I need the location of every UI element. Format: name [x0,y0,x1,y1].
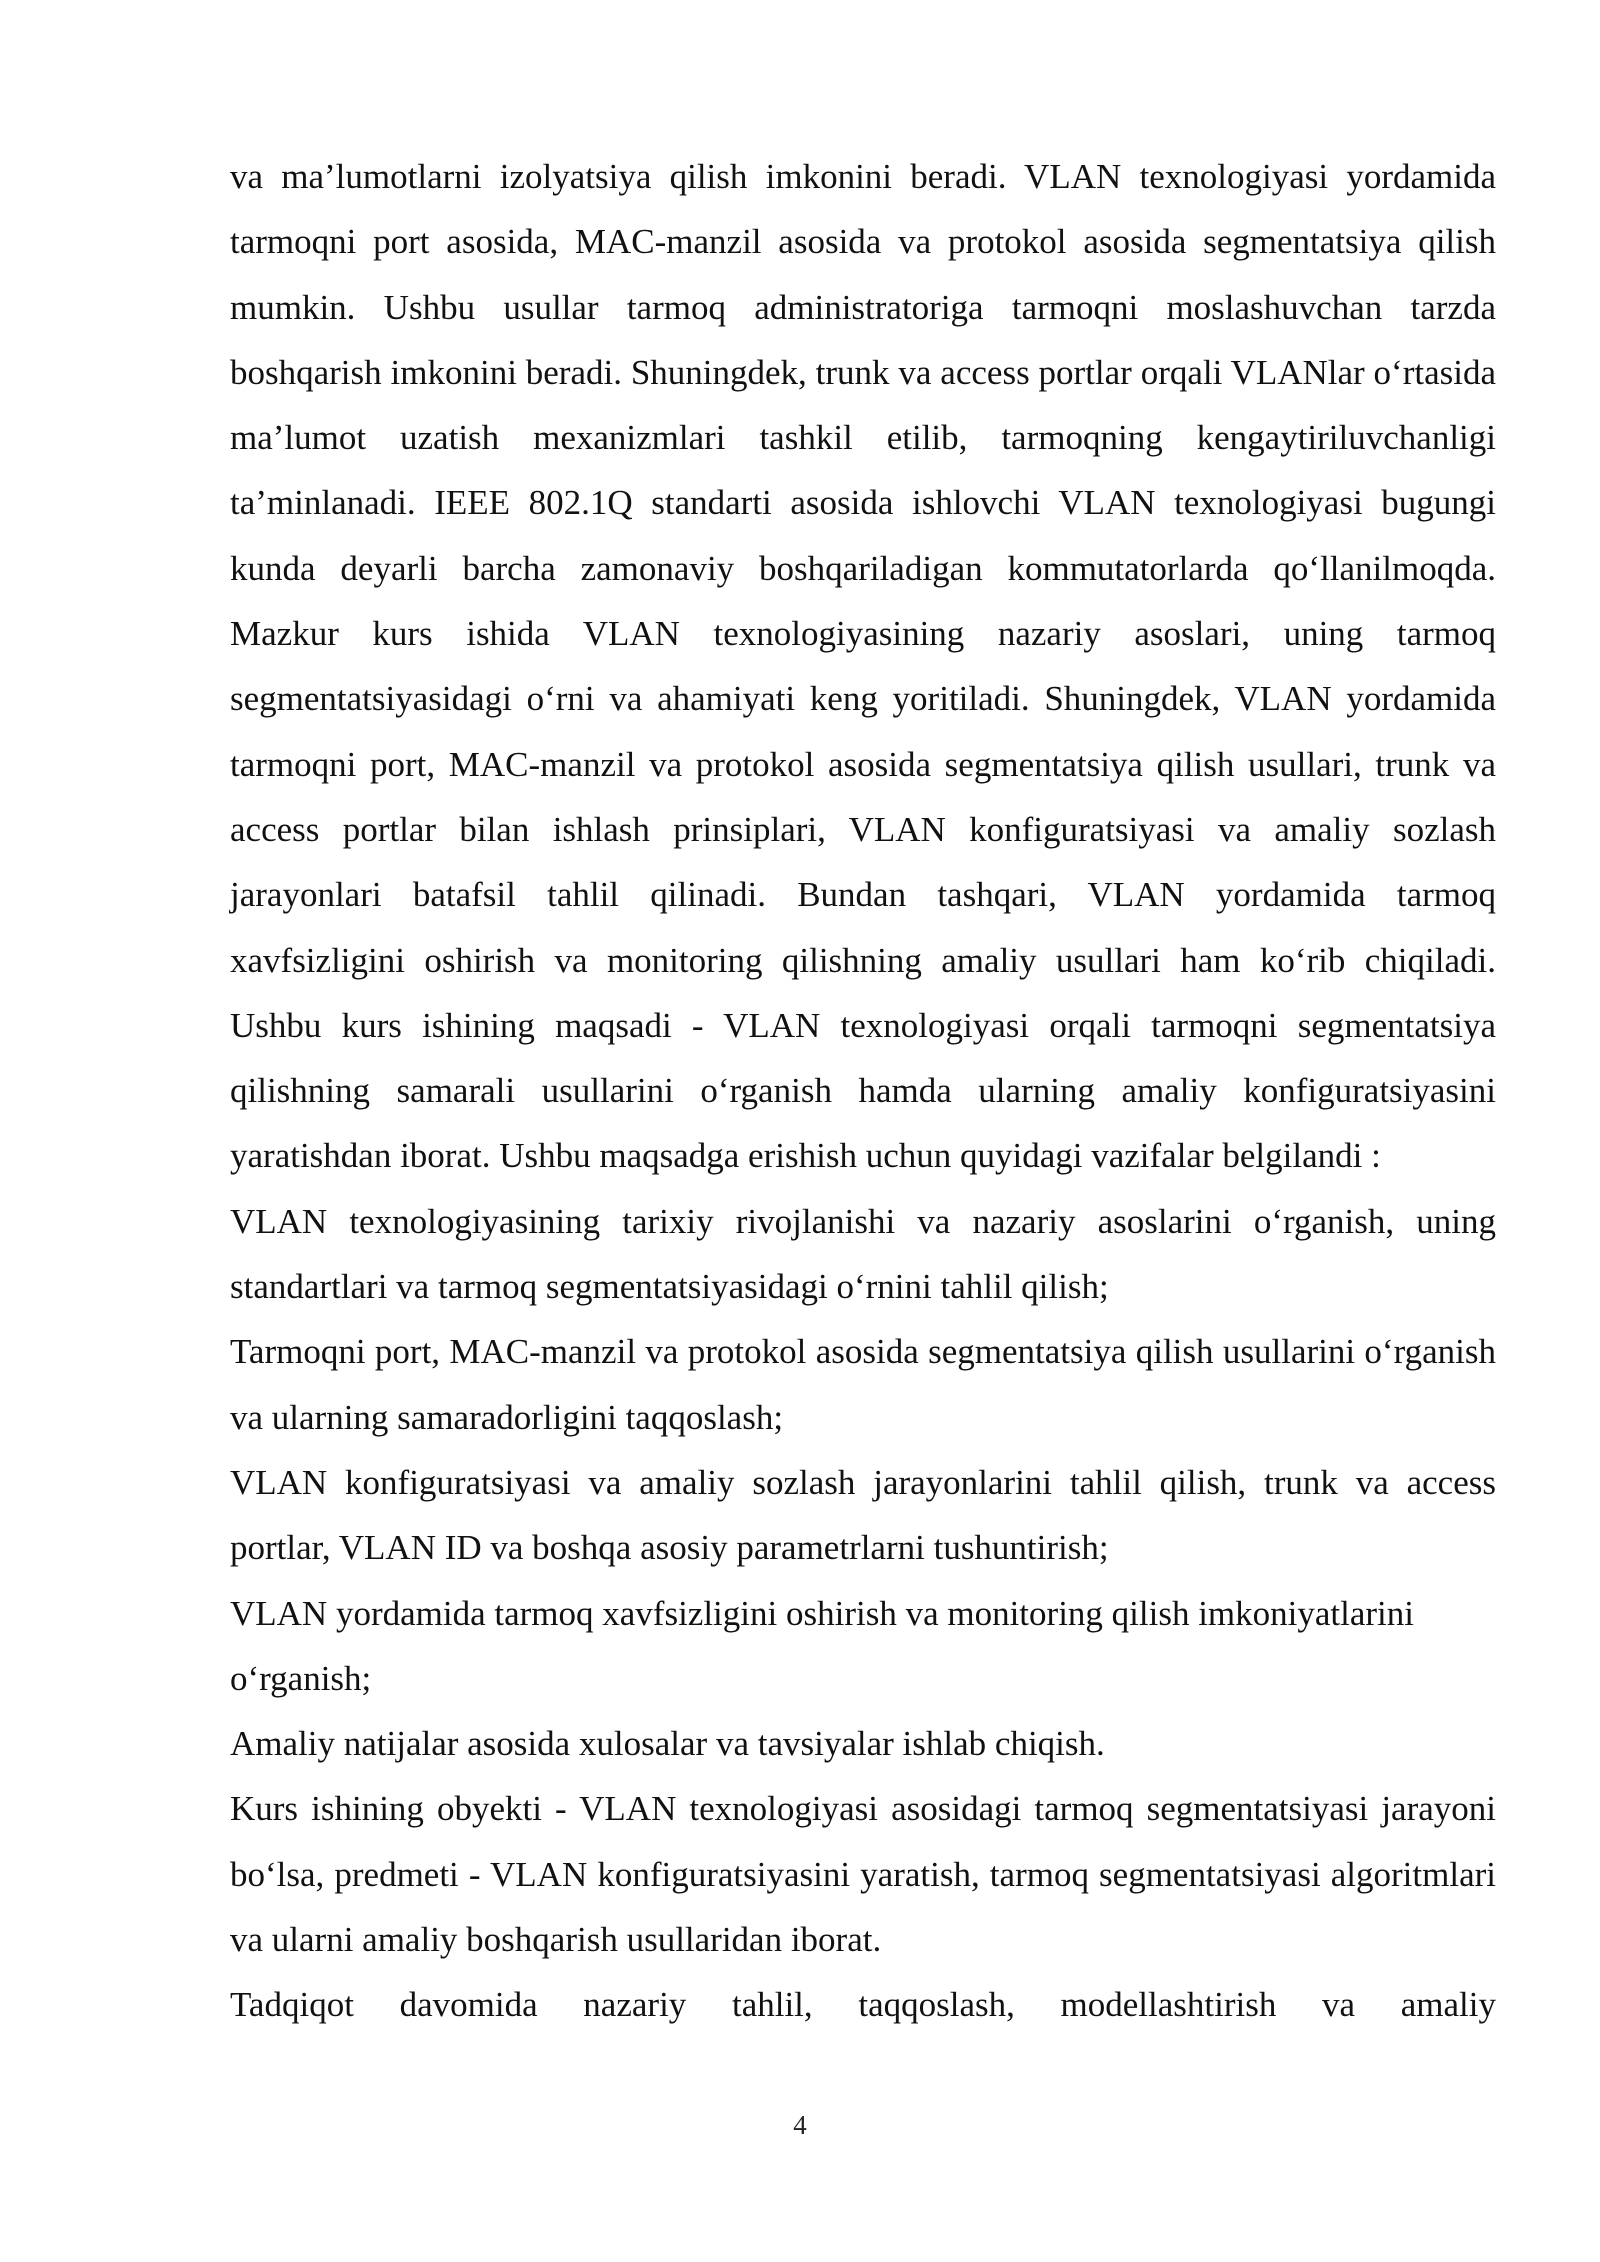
task-item: VLAN yordamida tarmoq xavfsizligini oshirish va monitoring qilish imkoniyatlarini o‘rganish; [230,1593,1415,1698]
task-item: Amaliy natijalar asosida xulosalar va tavsiyalar ishlab chiqish. [230,1724,1105,1764]
method-paragraph-start: Tadqiqot davomida nazariy tahlil, taqqoslash, modellashtirish va amaliy [230,1985,1496,2025]
task-item: VLAN texnologiyasining tarixiy rivojlanishi va nazariy asoslarini o‘rganish, uning standartlari va tarmoq segmentatsiyasidagi o‘rnini tahlil qilish; [230,1201,1496,1307]
object-paragraph: Kurs ishining obyekti - VLAN texnologiyasi asosidagi tarmoq segmentatsiyasi jarayoni bo‘lsa, predmeti - VLAN konfiguratsiyasini yaratish, tarmoq segmentatsiyasi algoritmlari va ularni amaliy boshqarish usullaridan iborat. [230,1789,1496,1960]
page-number: 4 [793,2110,807,2140]
task-item: Tarmoqni port, MAC-manzil va protokol asosida segmentatsiya qilish usullarini o‘rganish va ularning samaradorligini taqqoslash; [230,1332,1496,1437]
intro-paragraph: va ma’lumotlarni izolyatsiya qilish imkonini beradi. VLAN texnologiyasi yordamida tarmoqni port asosida, MAC-manzil asosida va protokol asosida segmentatsiya qilish mumkin. Ushbu usullar tarmoq administratoriga tarmoqni moslashuvchan tarzda boshqarish imkonini beradi. Shuningdek, trunk va access portlar orqali VLANlar o‘rtasida ma’lumot uzatish mexanizmlari tashkil etilib, tarmoqning kengaytiriluvchanligi ta’minlanadi. IEEE 802.1Q standarti asosida ishlovchi VLAN texnologiyasi bugungi kunda deyarli barcha zamonaviy boshqariladigan kommutatorlarda qo‘llanilmoqda. Mazkur kurs ishida VLAN texnologiyasining nazariy asoslari, uning tarmoq segmentatsiyasidagi o‘rni va ahamiyati keng yoritiladi. Shuningdek, VLAN yordamida tarmoqni port, MAC-manzil va protokol asosida segmentatsiya qilish usullari, trunk va access portlar bilan ishlash prinsiplari, VLAN konfiguratsiyasi va amaliy sozlash jarayonlari batafsil tahlil qilinadi. Bundan tashqari, VLAN yordamida tarmoq xavfsizligini oshirish va monitoring qilishning amaliy usullari ham ko‘rib chiqiladi. Ushbu kurs ishining maqsadi - VLAN texnologiyasi orqali tarmoqni segmentatsiya qilishning samarali usullarini o‘rganish hamda ularning amaliy konfiguratsiyasini yaratishdan iborat. Ushbu maqsadga erishish uchun quyidagi vazifalar belgilandi : [230,157,1496,1176]
task-item: VLAN konfiguratsiyasi va amaliy sozlash jarayonlarini tahlil qilish, trunk va access portlar, VLAN ID va boshqa asosiy parametrlarni tushuntirish; [230,1462,1496,1568]
page-body [230,144,1496,2038]
